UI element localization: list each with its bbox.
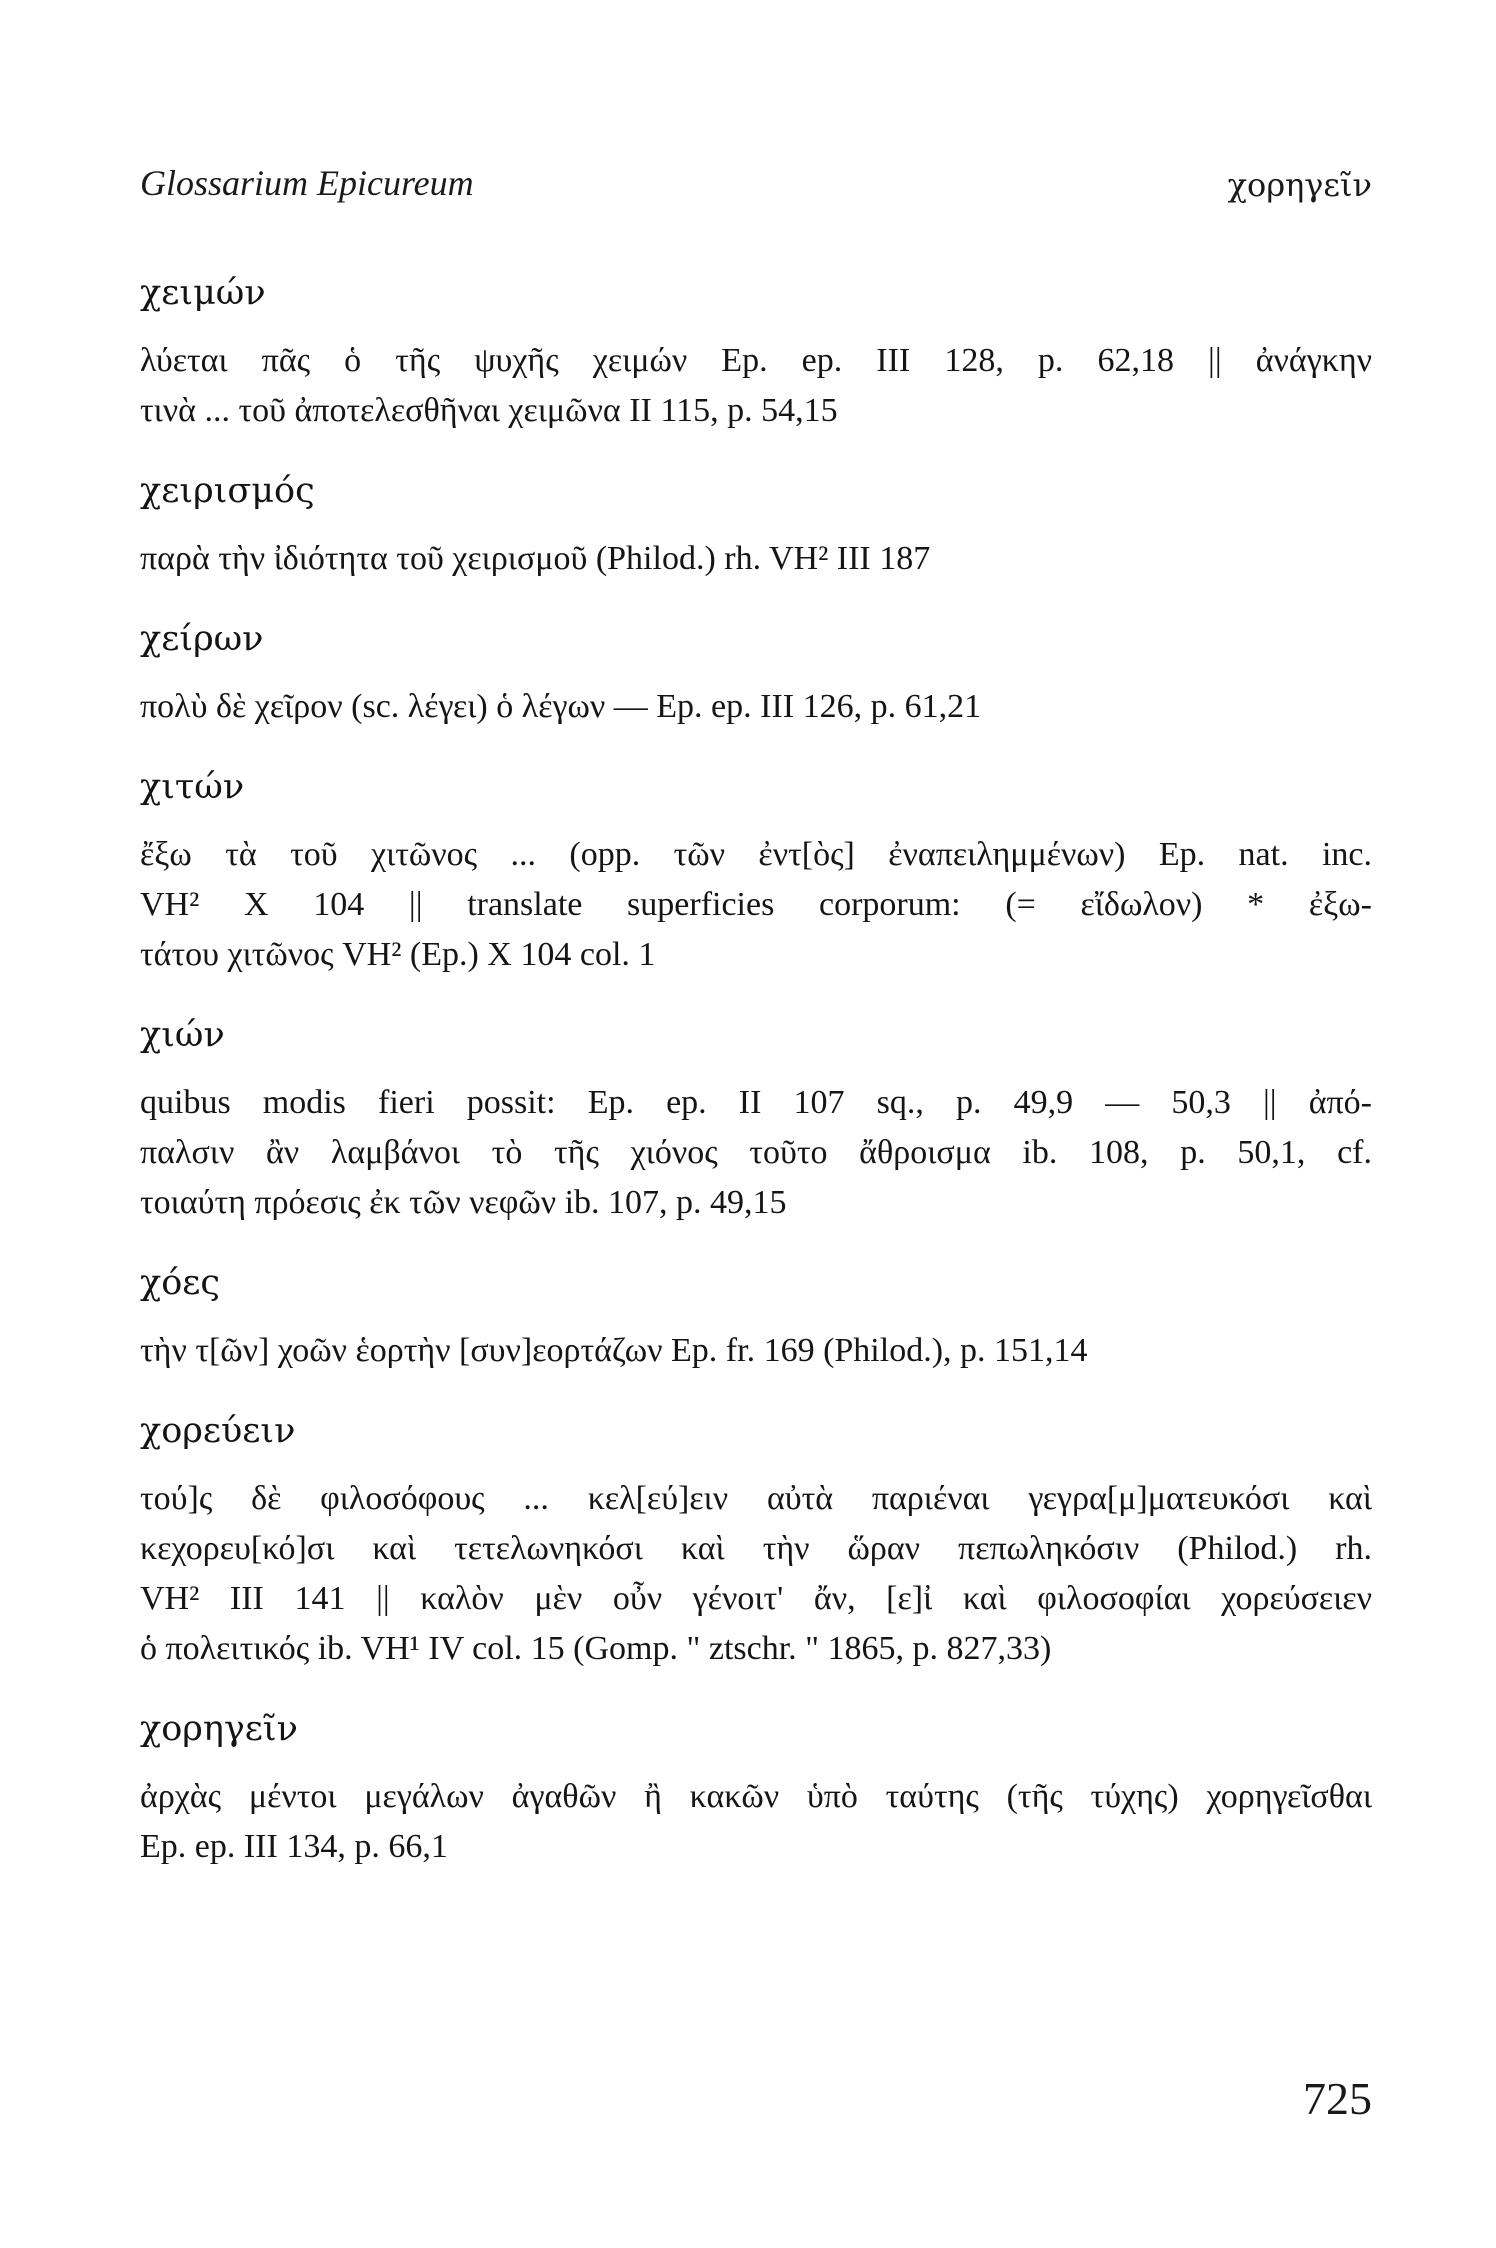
entry-lemma: χορηγεῖν — [140, 1709, 298, 1749]
page-number: 725 — [1303, 2073, 1372, 2124]
entry-text-line: κεχορευ[κό]σι καὶ τετελωνηκόσι καὶ τὴν ὥραν πεπωληκόσιν (Philod.) rh. — [140, 1530, 1372, 1567]
entry-lemma: χειρισμός — [140, 471, 315, 511]
entry-text-line: λύεται πᾶς ὁ τῆς ψυχῆς χειμών Ep. ep. III 128, p. 62,18 || ἀνάγκην — [140, 342, 1372, 379]
entry-text-line: παρὰ τὴν ἰδιότητα τοῦ χειρισμοῦ (Philod.) rh. VH² III 187 — [140, 540, 931, 577]
entry-lemma: χορεύειν — [140, 1411, 296, 1451]
glossary-entries — [140, 268, 1372, 1902]
entry-lemma: χείρων — [140, 619, 264, 659]
running-head-title: Glossarium Epicureum — [140, 163, 474, 203]
entry-lemma: χόες — [140, 1263, 221, 1303]
running-head-catchword: χορηγεῖν — [1227, 166, 1372, 204]
entry-text-line: τού]ς δὲ φιλοσόφους ... κελ[εύ]ειν αὐτὰ παριέναι γεγρα[μ]ματευκόσι καὶ — [140, 1480, 1372, 1517]
running-head — [140, 162, 1372, 212]
entry-text-line: VH² X 104 || translate superficies corporum: (= εἴδωλον) * ἐξω- — [140, 886, 1372, 923]
entry-lemma: χιών — [140, 1015, 225, 1055]
entry-text-line: τὴν τ[ῶν] χοῶν ἑορτὴν [συν]εορτάζων Ep. fr. 169 (Philod.), p. 151,14 — [140, 1332, 1088, 1369]
entry-text-line: quibus modis fieri possit: Ep. ep. II 107 sq., p. 49,9 — 50,3 || ἀπό- — [140, 1084, 1372, 1121]
glossary-entry — [140, 1406, 1372, 1674]
entry-lemma: χειμών — [140, 273, 266, 313]
entry-lemma: χιτών — [140, 767, 245, 807]
entry-text-line: τοιαύτη πρόεσις ἐκ τῶν νεφῶν ib. 107, p. 49,15 — [140, 1184, 787, 1221]
glossary-entry — [140, 268, 1372, 436]
glossary-entry — [140, 762, 1372, 980]
entry-text-line: Ep. ep. III 134, p. 66,1 — [140, 1828, 448, 1865]
entry-text-line: VH² III 141 || καλὸν μὲν οὖν γένοιτ' ἄν, [ε]ἰ καὶ φιλοσοφίαι χορεύσειεν — [140, 1580, 1372, 1617]
glossary-entry — [140, 614, 1372, 732]
entry-text-line: παλσιν ἂν λαμβάνοι τὸ τῆς χιόνος τοῦτο ἄθροισμα ib. 108, p. 50,1, cf. — [140, 1134, 1372, 1171]
glossary-entry — [140, 1258, 1372, 1376]
glossary-entry — [140, 466, 1372, 584]
entry-text-line: ἔξω τὰ τοῦ χιτῶνος ... (opp. τῶν ἐντ[ὸς] ἐναπειλημμένων) Ep. nat. inc. — [140, 836, 1372, 873]
glossary-entry — [140, 1704, 1372, 1872]
entry-text-line: πολὺ δὲ χεῖρον (sc. λέγει) ὁ λέγων — Ep. ep. III 126, p. 61,21 — [140, 688, 982, 725]
glossary-entry — [140, 1010, 1372, 1228]
entry-text-line: ὁ πολειτικός ib. VH¹ IV col. 15 (Gomp. " ztschr. " 1865, p. 827,33) — [140, 1630, 1052, 1667]
entry-text-line: τινὰ ... τοῦ ἀποτελεσθῆναι χειμῶνα II 115, p. 54,15 — [140, 392, 838, 429]
entry-text-line: τάτου χιτῶνος VH² (Ep.) X 104 col. 1 — [140, 936, 656, 973]
entry-text-line: ἀρχὰς μέντοι μεγάλων ἀγαθῶν ἢ κακῶν ὑπὸ ταύτης (τῆς τύχης) χορηγεῖσθαι — [140, 1778, 1372, 1815]
